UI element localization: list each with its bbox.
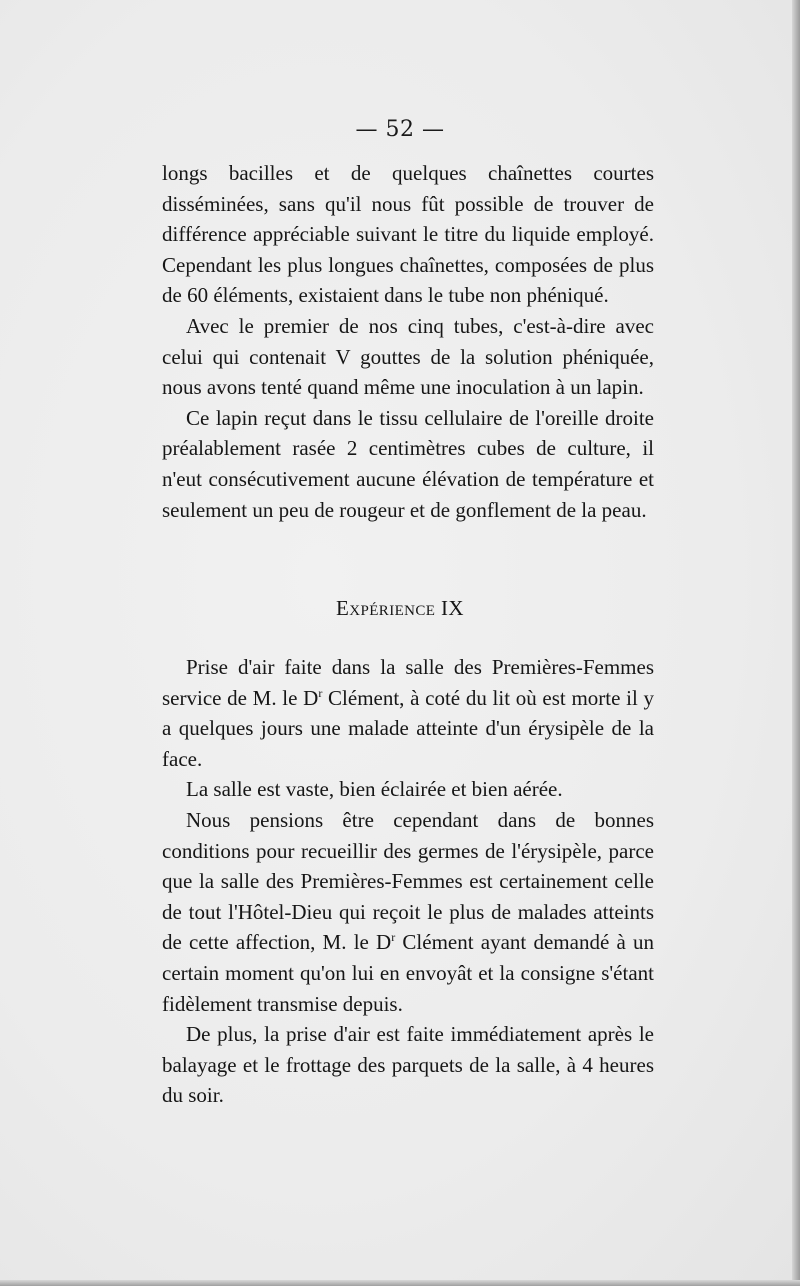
paragraph: La salle est vaste, bien éclairée et bien aérée. xyxy=(186,777,563,802)
paragraph-text: Nous pensions être cependant dans de bonnes conditions pour recueillir des germes de l'érysipèle, parce que la salle des Premières-Femmes est certainement celle de tout l'Hôtel-Dieu qui reçoit le plus de malades atteints de cette affection, M. le D xyxy=(162,807,654,955)
section-heading xyxy=(0,596,800,621)
page-edge-bottom xyxy=(0,1280,800,1286)
paragraph-text: Clément, à coté du lit où est morte il y a quelques jours une malade atteinte d'un érysipèle de la face. xyxy=(162,685,654,771)
page-number: — 52 — xyxy=(355,117,445,142)
page-edge-right xyxy=(792,0,800,1286)
paragraph xyxy=(162,652,654,774)
paragraph: longs bacilles et de quelques chaînettes courtes disséminées, sans qu'il nous fût possible de trouver de différence appréciable suivant le titre du liquide employé. Cependant les plus longues chaînettes, composées de plus de 60 éléments, existaient dans le tube non phéniqué. xyxy=(162,161,654,308)
text-section-2 xyxy=(162,652,654,1111)
superscript: r xyxy=(318,685,323,700)
section-heading-label: Expérience IX xyxy=(336,596,464,620)
paragraph xyxy=(162,805,654,1019)
paragraph: Ce lapin reçut dans le tissu cellulaire de l'oreille droite préalablement rasée 2 centimètres cubes de culture, il n'eut consécutivement aucune élévation de température et seulement un peu de rougeur et de gonflement de la peau. xyxy=(162,405,654,522)
paragraph: Avec le premier de nos cinq tubes, c'est-à-dire avec celui qui contenait V gouttes de la solution phéniquée, nous avons tenté quand même une inoculation à un lapin. xyxy=(162,313,654,400)
paragraph-text: Prise d'air faite dans la salle des Premières-Femmes service de M. le D xyxy=(162,655,654,710)
paragraph-text: Clément ayant demandé à un certain moment qu'on lui en envoyât et la consigne s'étant fidèlement transmise depuis. xyxy=(162,930,654,1016)
superscript: r xyxy=(391,930,396,945)
paragraph: De plus, la prise d'air est faite immédiatement après le balayage et le frottage des parquets de la salle, à 4 heures du soir. xyxy=(162,1022,654,1108)
text-section-1 xyxy=(162,158,654,525)
